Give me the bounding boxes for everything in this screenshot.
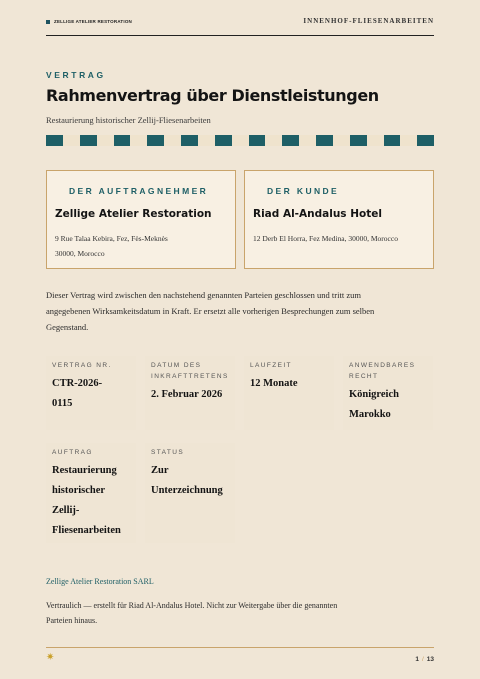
- tile-segment: [232, 135, 249, 146]
- field-status: [145, 443, 235, 543]
- tile-segment: [400, 135, 417, 146]
- tile-segment: [198, 135, 215, 146]
- tile-segment: [249, 135, 266, 146]
- tile-segment: [181, 135, 198, 146]
- running-head: INNENHOF-FLIESENARBEITEN: [303, 17, 434, 25]
- field-order: [46, 443, 136, 543]
- tile-segment: [316, 135, 333, 146]
- contractor-address: [55, 231, 227, 261]
- tile-segment: [215, 135, 232, 146]
- field-label: AUFTRAG: [52, 449, 93, 456]
- top-header: [46, 16, 434, 36]
- contractor-label: DER AUFTRAGNEHMER: [69, 186, 209, 196]
- page-separator: /: [421, 656, 424, 663]
- brand-square-icon: [46, 20, 50, 24]
- confidentiality-note: Vertraulich — erstellt für Riad Al-Andalus Hotel. Nicht zur Weitergabe über die genannten Parteien hinaus.: [46, 601, 338, 625]
- tile-segment: [367, 135, 384, 146]
- document-title: Rahmenvertrag über Dienstleistungen: [46, 86, 379, 105]
- field-label: LAUFZEIT: [250, 362, 292, 369]
- field-label: STATUS: [151, 449, 185, 456]
- tile-segment: [63, 135, 80, 146]
- field-value: 2. Februar 2026: [151, 389, 223, 400]
- document-eyebrow: VERTRAG: [46, 70, 106, 80]
- page-number: [415, 656, 434, 663]
- star-ornament-icon: ✷: [46, 652, 55, 663]
- document-subtitle: Restaurierung historischer Zellij-Fliesenarbeiten: [46, 115, 211, 125]
- brand-name: ZELLIGE ATELIER RESTORATION: [54, 19, 132, 24]
- page-footer: [46, 647, 434, 667]
- tile-segment: [147, 135, 164, 146]
- field-value: Zur Unterzeichnung: [151, 465, 223, 496]
- field-label: ANWENDBARES RECHT: [349, 362, 416, 380]
- client-address-line1: 12 Derb El Horra, Fez Medina, 30000, Morocco: [253, 234, 398, 243]
- company-name: Zellige Atelier Restoration SARL: [46, 577, 154, 586]
- field-value: CTR-2026-0115: [52, 378, 103, 409]
- field-value: Restaurierung historischer Zellij-Fliesenarbeiten: [52, 465, 121, 536]
- client-address: [253, 231, 425, 246]
- field-label: VERTRAG NR.: [52, 362, 112, 369]
- tile-segment: [384, 135, 401, 146]
- client-name: Riad Al-Andalus Hotel: [253, 208, 382, 220]
- tile-segment: [46, 135, 63, 146]
- contractor-address-line2: 30000, Morocco: [55, 249, 105, 258]
- field-contract-number: [46, 356, 136, 430]
- brand-mark: [46, 19, 132, 24]
- tile-segment: [350, 135, 367, 146]
- field-effective-date: [145, 356, 235, 430]
- tile-segment: [80, 135, 97, 146]
- field-label: DATUM DES INKRAFTTRETENS: [151, 362, 229, 380]
- tile-segment: [299, 135, 316, 146]
- field-term: [244, 356, 334, 430]
- tile-segment: [97, 135, 114, 146]
- field-value: Königreich Marokko: [349, 389, 399, 420]
- tile-segment: [164, 135, 181, 146]
- page-current: 1: [415, 656, 419, 663]
- tile-segment: [333, 135, 350, 146]
- zellige-tile-border: [46, 135, 434, 146]
- contractor-card: [46, 170, 236, 269]
- tile-segment: [265, 135, 282, 146]
- contract-page: [46, 0, 434, 679]
- tile-segment: [130, 135, 147, 146]
- client-card: [244, 170, 434, 269]
- field-value: 12 Monate: [250, 378, 298, 389]
- page-total: 13: [426, 656, 434, 663]
- client-label: DER KUNDE: [267, 186, 340, 196]
- tile-segment: [114, 135, 131, 146]
- contractor-address-line1: 9 Rue Talaa Kebira, Fez, Fès-Meknès: [55, 234, 168, 243]
- field-governing-law: [343, 356, 433, 430]
- contractor-name: Zellige Atelier Restoration: [55, 208, 212, 220]
- intro-paragraph: Dieser Vertrag wird zwischen den nachstehend genannten Parteien geschlossen und tritt zum angegebenen Wirksamkeitsdatum in Kraft. Er ersetzt alle vorherigen Besprechungen zum selben Gegenstand.: [46, 290, 375, 332]
- tile-segment: [282, 135, 299, 146]
- tile-segment: [417, 135, 434, 146]
